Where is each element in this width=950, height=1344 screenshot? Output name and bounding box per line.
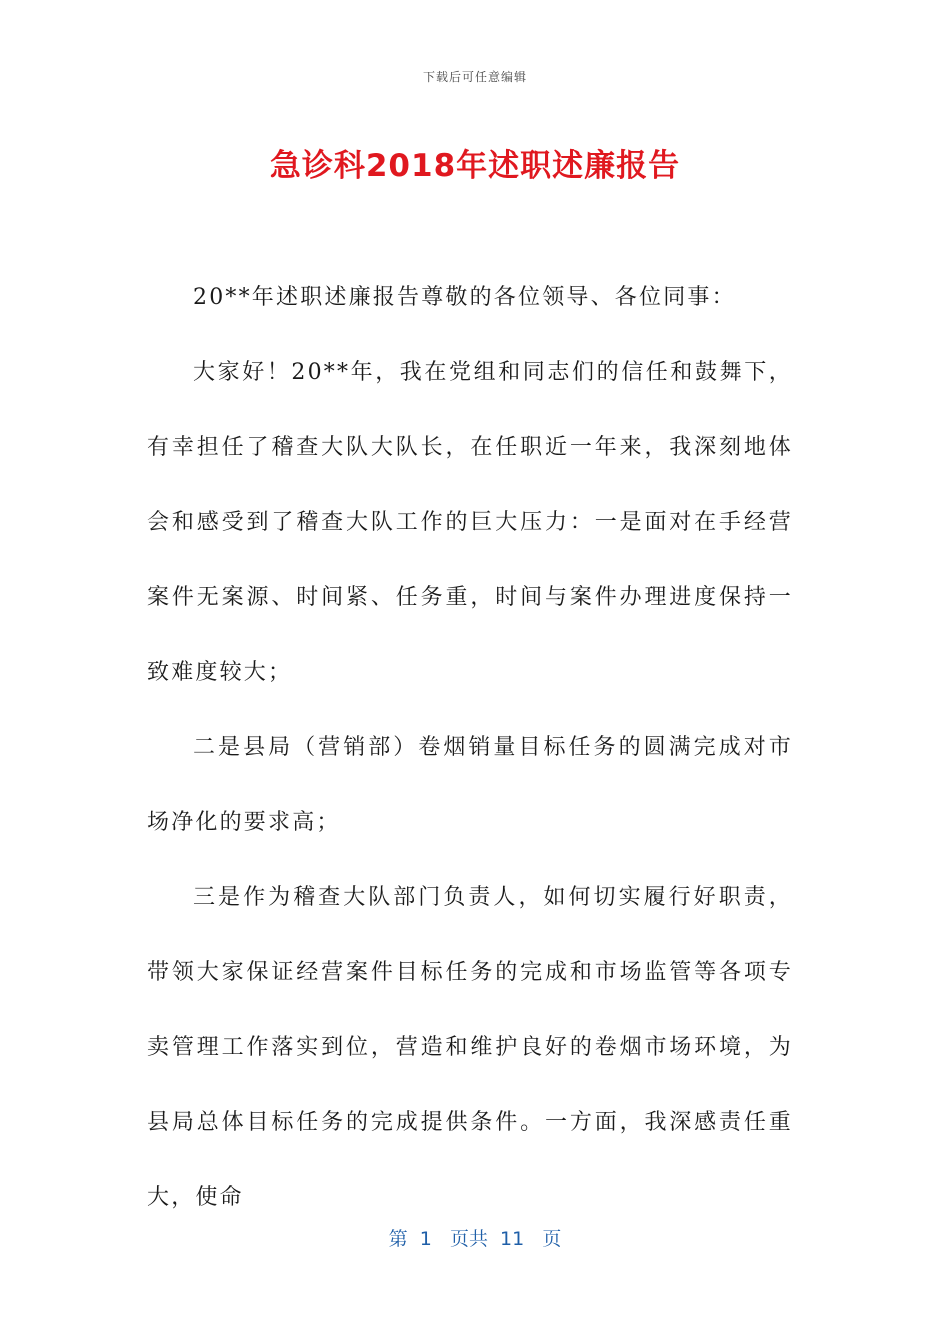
paragraph-1: 20**年述职述廉报告尊敬的各位领导、各位同事： (193, 285, 736, 310)
page-footer: 第 1 页共 11 页 (388, 1228, 562, 1250)
header-note: 下载后可任意编辑 (422, 70, 527, 84)
document-body (147, 260, 793, 1235)
paragraph-2: 大家好！20**年，我在党组和同志们的信任和鼓舞下，有幸担任了稽查大队大队长，在任职近一年来，我深刻地体会和感受到了稽查大队工作的巨大压力：一是面对在手经营案件无案源、时间紧、任务重，时间与案件办理进度保持一致难度较大； (147, 360, 793, 685)
paragraph-3: 二是县局（营销部）卷烟销量目标任务的圆满完成对市场净化的要求高； (147, 735, 793, 835)
paragraph-4: 三是作为稽查大队部门负责人，如何切实履行好职责，带领大家保证经营案件目标任务的完成和市场监管等各项专卖管理工作落实到位，营造和维护良好的卷烟市场环境，为县局总体目标任务的完成提供条件。一方面，我深感责任重大，使命 (147, 885, 793, 1210)
document-title: 急诊科2018年述职述廉报告 (269, 148, 681, 184)
